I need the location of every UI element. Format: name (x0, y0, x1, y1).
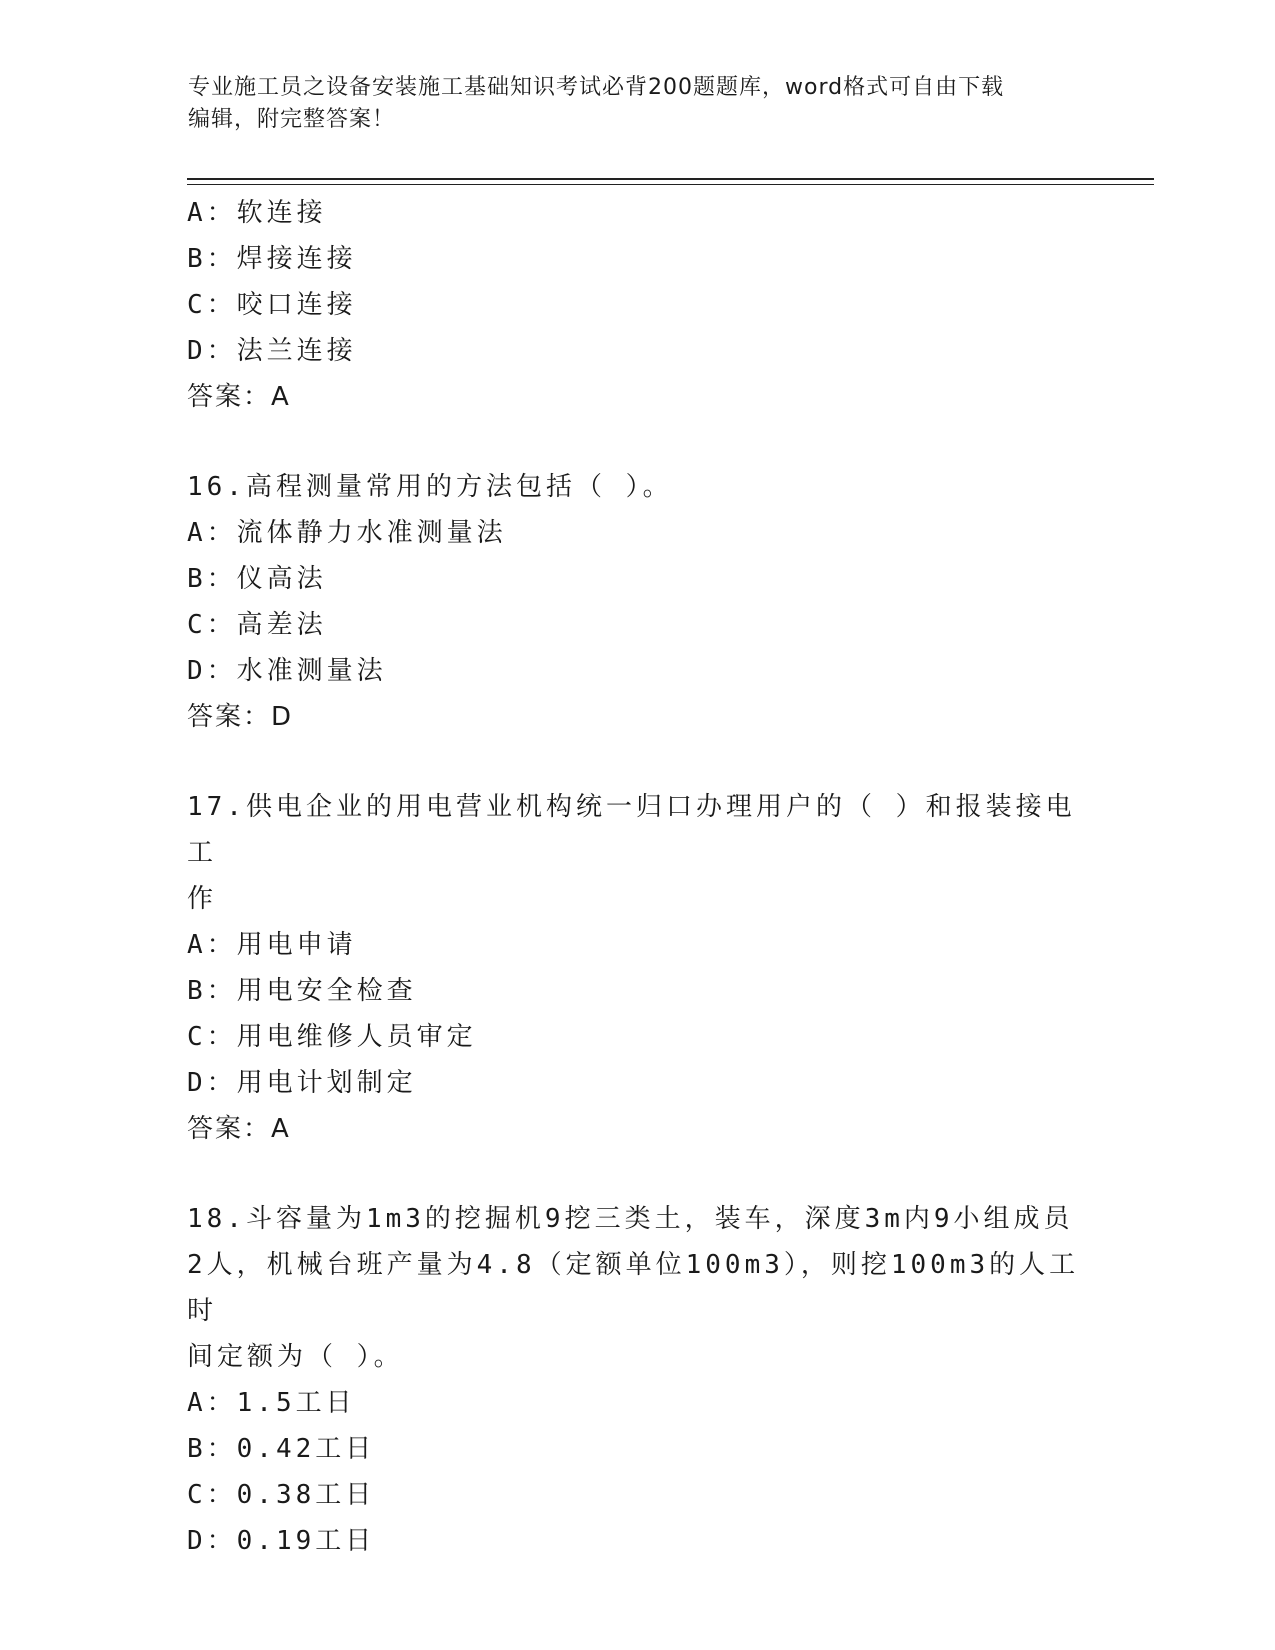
question-15 (187, 190, 1087, 420)
header-line-2: 编辑，附完整答案！ (188, 107, 396, 132)
option-a: A：软连接 (187, 198, 327, 228)
header-divider-thin (187, 184, 1154, 185)
question-16 (187, 464, 1087, 740)
question-text-line-1: 17.供电企业的用电营业机构统一归口办理用户的（ ）和报装接电工 (187, 792, 1076, 868)
answer: 答案：A (187, 1114, 291, 1144)
option-c: C：高差法 (187, 610, 327, 640)
option-b: B：用电安全检查 (187, 976, 417, 1006)
option-b: B：0.42工日 (187, 1434, 376, 1464)
document-header (188, 72, 1088, 136)
question-text: 16.高程测量常用的方法包括（ ）。 (187, 472, 673, 502)
option-c: C：0.38工日 (187, 1480, 376, 1510)
option-a: A：用电申请 (187, 930, 357, 960)
answer: 答案：A (187, 382, 291, 412)
question-18 (187, 1196, 1087, 1564)
option-d: D：水准测量法 (187, 656, 387, 686)
option-d: D：用电计划制定 (187, 1068, 417, 1098)
answer: 答案：D (187, 702, 294, 732)
option-d: D：法兰连接 (187, 336, 357, 366)
question-text-line-1: 18.斗容量为1m3的挖掘机9挖三类土，装车，深度3m内9小组成员 (187, 1204, 1074, 1234)
option-b: B：仪高法 (187, 564, 327, 594)
question-list (187, 190, 1087, 1564)
question-text-line-3: 间定额为（ ）。 (187, 1342, 404, 1372)
option-a: A：流体静力水准测量法 (187, 518, 507, 548)
option-a: A：1.5工日 (187, 1388, 356, 1418)
option-b: B：焊接连接 (187, 244, 357, 274)
header-line-1: 专业施工员之设备安装施工基础知识考试必背200题题库，word格式可自由下载 (188, 75, 1005, 100)
option-d: D：0.19工日 (187, 1526, 376, 1556)
question-text-line-2: 作 (187, 884, 218, 914)
question-17 (187, 784, 1087, 1152)
header-divider-thick (187, 178, 1154, 180)
question-text-line-2: 2人，机械台班产量为4.8（定额单位100m3），则挖100m3的人工时 (187, 1250, 1080, 1326)
option-c: C：咬口连接 (187, 290, 357, 320)
option-c: C：用电维修人员审定 (187, 1022, 477, 1052)
